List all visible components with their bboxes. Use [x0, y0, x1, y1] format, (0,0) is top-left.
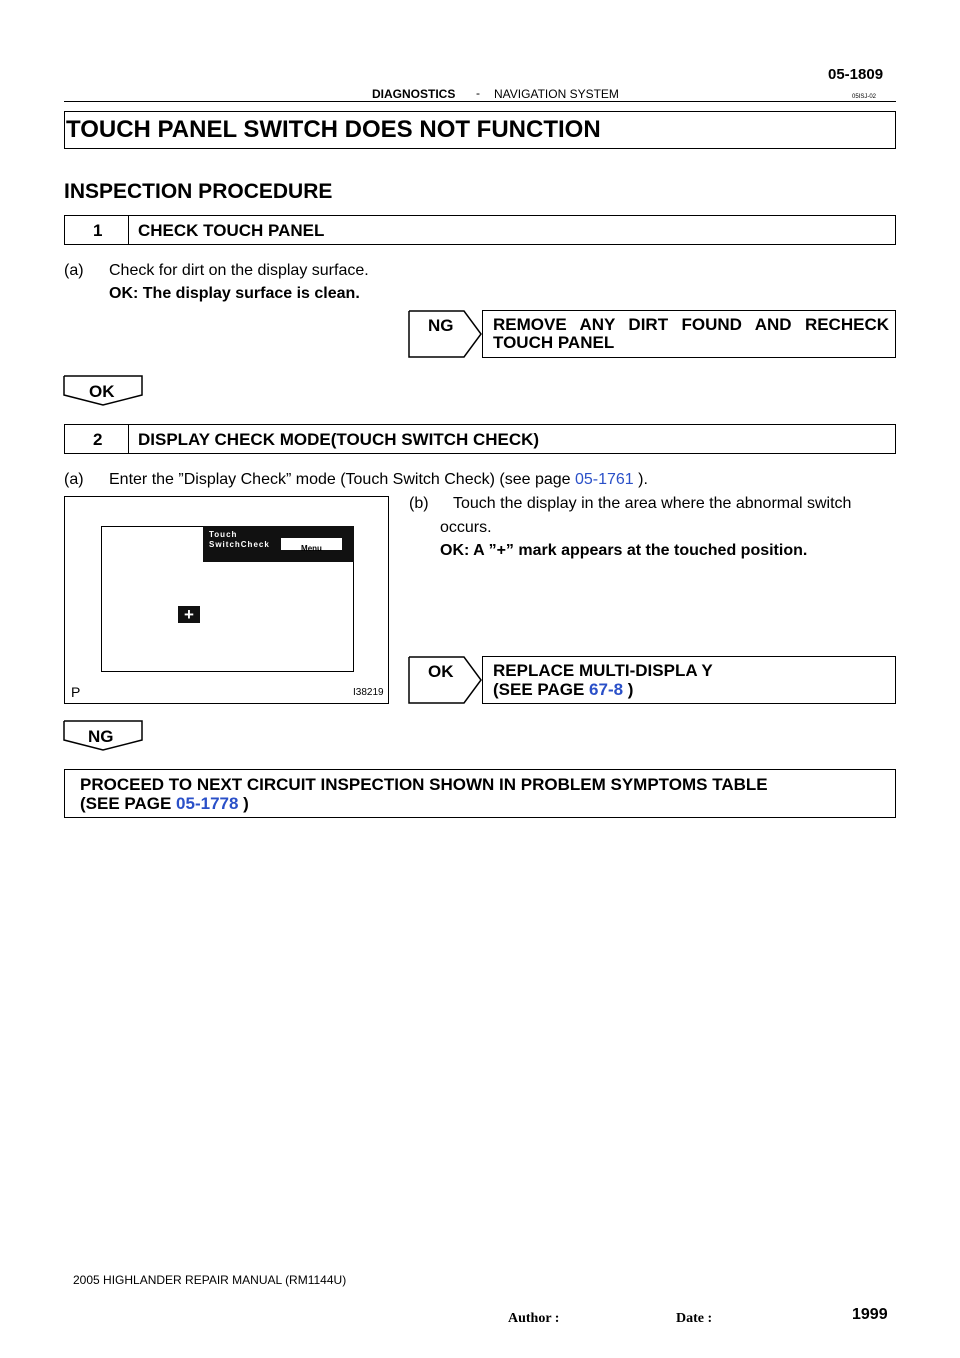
step2-number: 2 [93, 430, 103, 449]
step2-ok-label: OK [428, 662, 454, 681]
page-number: 05-1809 [828, 66, 884, 83]
plus-mark-label: + [184, 605, 194, 624]
step2-ok-criteria: OK: A ”+” mark appears at the touched position. [440, 542, 808, 559]
step1-number: 1 [93, 221, 103, 240]
section-name: DIAGNOSTICS [372, 87, 456, 101]
menu-button[interactable] [281, 538, 342, 553]
screen-title-line1: Touch [209, 530, 238, 539]
final-line1: PROCEED TO NEXT CIRCUIT INSPECTION SHOWN IN PROBLEM SYMPTOMS TABLE [80, 775, 768, 794]
figure-code: I38219 [353, 687, 384, 698]
step1-ok-flow-label: OK [89, 382, 115, 401]
step1-title: CHECK TOUCH PANEL [138, 221, 325, 240]
step1-divider [128, 216, 129, 244]
step1-ng-result-line1: REMOVE ANY DIRT FOUND AND RECHECK [493, 315, 889, 334]
screen-title-bar [203, 526, 354, 562]
step2-item-b-label: (b) [409, 495, 429, 512]
final-line2-pre: (SEE PAGE [80, 794, 177, 813]
footer-manual: 2005 HIGHLANDER REPAIR MANUAL (RM1144U) [73, 1273, 347, 1287]
step2-ok-result-pre: (SEE PAGE [493, 680, 590, 699]
step2-item-b-line1: Touch the display in the area where the abnormal switch [453, 495, 852, 512]
title-box [64, 111, 896, 149]
step2-ok-result-link[interactable]: 67-8 [589, 680, 624, 699]
touch-check-figure [64, 496, 389, 704]
plus-mark-icon [178, 606, 200, 623]
menu-button-label: Menu [301, 544, 322, 553]
step1-ng-label: NG [428, 316, 454, 335]
page-title: TOUCH PANEL SWITCH DOES NOT FUNCTION [66, 116, 601, 143]
step1-item-text: Check for dirt on the display surface. [109, 262, 369, 279]
final-line2-post: ) [238, 794, 249, 813]
final-action-box [64, 769, 896, 818]
procedure-heading: INSPECTION PROCEDURE [64, 180, 333, 203]
screen-title-line2: SwitchCheck [209, 540, 270, 549]
step2-ok-result-line1: REPLACE MULTI-DISPLA Y [493, 661, 713, 680]
step2-item-a-text: Enter the ”Display Check” mode (Touch Switch Check) (see page [109, 471, 571, 488]
footer-author-label: Author : [508, 1311, 560, 1326]
doc-code: 05ISJ-02 [852, 94, 877, 100]
step2-item-b-line2: occurs. [440, 519, 492, 536]
step1-ng-result-box [482, 310, 896, 358]
step2-ok-result-post: ) [623, 680, 634, 699]
footer-date-label: Date : [676, 1311, 713, 1326]
step1-item-label: (a) [64, 262, 84, 279]
step2-ok-result-box [482, 656, 896, 704]
step1-ng-result-line2: TOUCH PANEL [493, 333, 615, 352]
step2-divider [128, 425, 129, 453]
step2-ok-result-line2 [493, 680, 633, 700]
step2-header [64, 424, 896, 454]
final-line2 [80, 794, 249, 814]
step2-item-a-link[interactable]: 05-1761 [574, 471, 634, 488]
step1-ok-criteria: OK: The display surface is clean. [109, 285, 360, 302]
step2-title: DISPLAY CHECK MODE(TOUCH SWITCH CHECK) [138, 430, 540, 449]
step2-item-a [109, 471, 648, 489]
step2-item-a-label: (a) [64, 471, 84, 488]
figure-corner-label: P [71, 684, 81, 700]
step2-ng-flow-label: NG [88, 727, 114, 746]
display-screen [101, 526, 354, 672]
subsection-name: NAVIGATION SYSTEM [494, 87, 619, 101]
step2-item-a-end: ). [638, 471, 648, 488]
final-link[interactable]: 05-1778 [176, 794, 239, 813]
header-separator: - [476, 86, 480, 100]
step1-header [64, 215, 896, 245]
footer-page: 1999 [852, 1306, 888, 1323]
header-rule [64, 101, 896, 102]
